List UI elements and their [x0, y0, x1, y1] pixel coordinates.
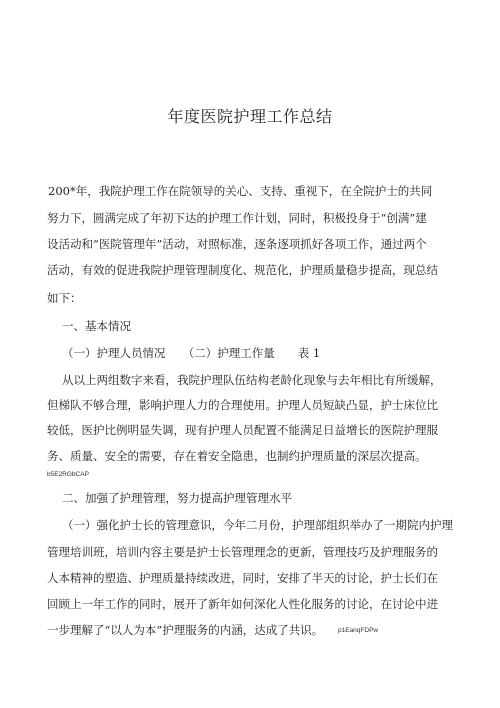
section1-line-3: 较低，医护比例明显失调，现有护理人员配置不能满足日益增长的医院护理服	[47, 423, 438, 437]
document-code-2: p1EanqFDPw	[338, 627, 379, 634]
intro-line-5: 如下：	[47, 291, 82, 305]
section2-line-4: 回顾上一年工作的同时，展开了新年如何深化人性化服务的讨论，在讨论中进	[47, 597, 438, 611]
section1-subheadings: （一）护理人员情况 （二）护理工作量 表 1	[62, 346, 321, 360]
document-code-1: b5E2RGbCAP	[47, 471, 89, 478]
document-title: 年度医院护理工作总结	[167, 107, 333, 126]
section1-line-1: 从以上两组数字来看，我院护理队伍结构老龄化现象与去年相比有所缓解，	[62, 373, 442, 387]
section1-heading: 一、基本情况	[62, 319, 131, 333]
section2-line-2: 管理培训班，培训内容主要是护士长管理理念的更新，管理技巧及护理服务的	[47, 545, 438, 559]
section2-line-1: （一）强化护士长的管理意识，今年二月份，护理部组织举办了一期院内护理	[62, 518, 453, 532]
section2-line-3: 人本精神的塑造、护理质量持续改进，同时，安排了半天的讨论，护士长们在	[47, 571, 438, 585]
intro-line-2: 努力下，圆满完成了年初下达的护理工作计划，同时，积极投身于“创满”建	[47, 211, 427, 225]
intro-line-1: 200*年，我院护理工作在院领导的关心、支持、重视下，在全院护士的共同	[48, 184, 433, 198]
section1-line-4: 务、质量、安全的需要，存在着安全隐患，也制约护理质量的深层次提高。	[47, 449, 427, 463]
intro-line-4: 活动，有效的促进我院护理管理制度化、规范化，护理质量稳步提高，现总结	[47, 263, 438, 277]
section1-line-2: 但梯队不够合理，影响护理人力的合理使用。护理人员短缺凸显，护士床位比	[47, 398, 438, 412]
intro-line-3: 设活动和“医院管理年”活动，对照标准，逐条逐项抓好各项工作，通过两个	[47, 237, 427, 251]
section2-heading: 二、加强了护理管理，努力提高护理管理水平	[62, 491, 292, 505]
section2-line-5: 一步理解了“以人为本”护理服务的内涵，达成了共识。	[47, 623, 324, 637]
